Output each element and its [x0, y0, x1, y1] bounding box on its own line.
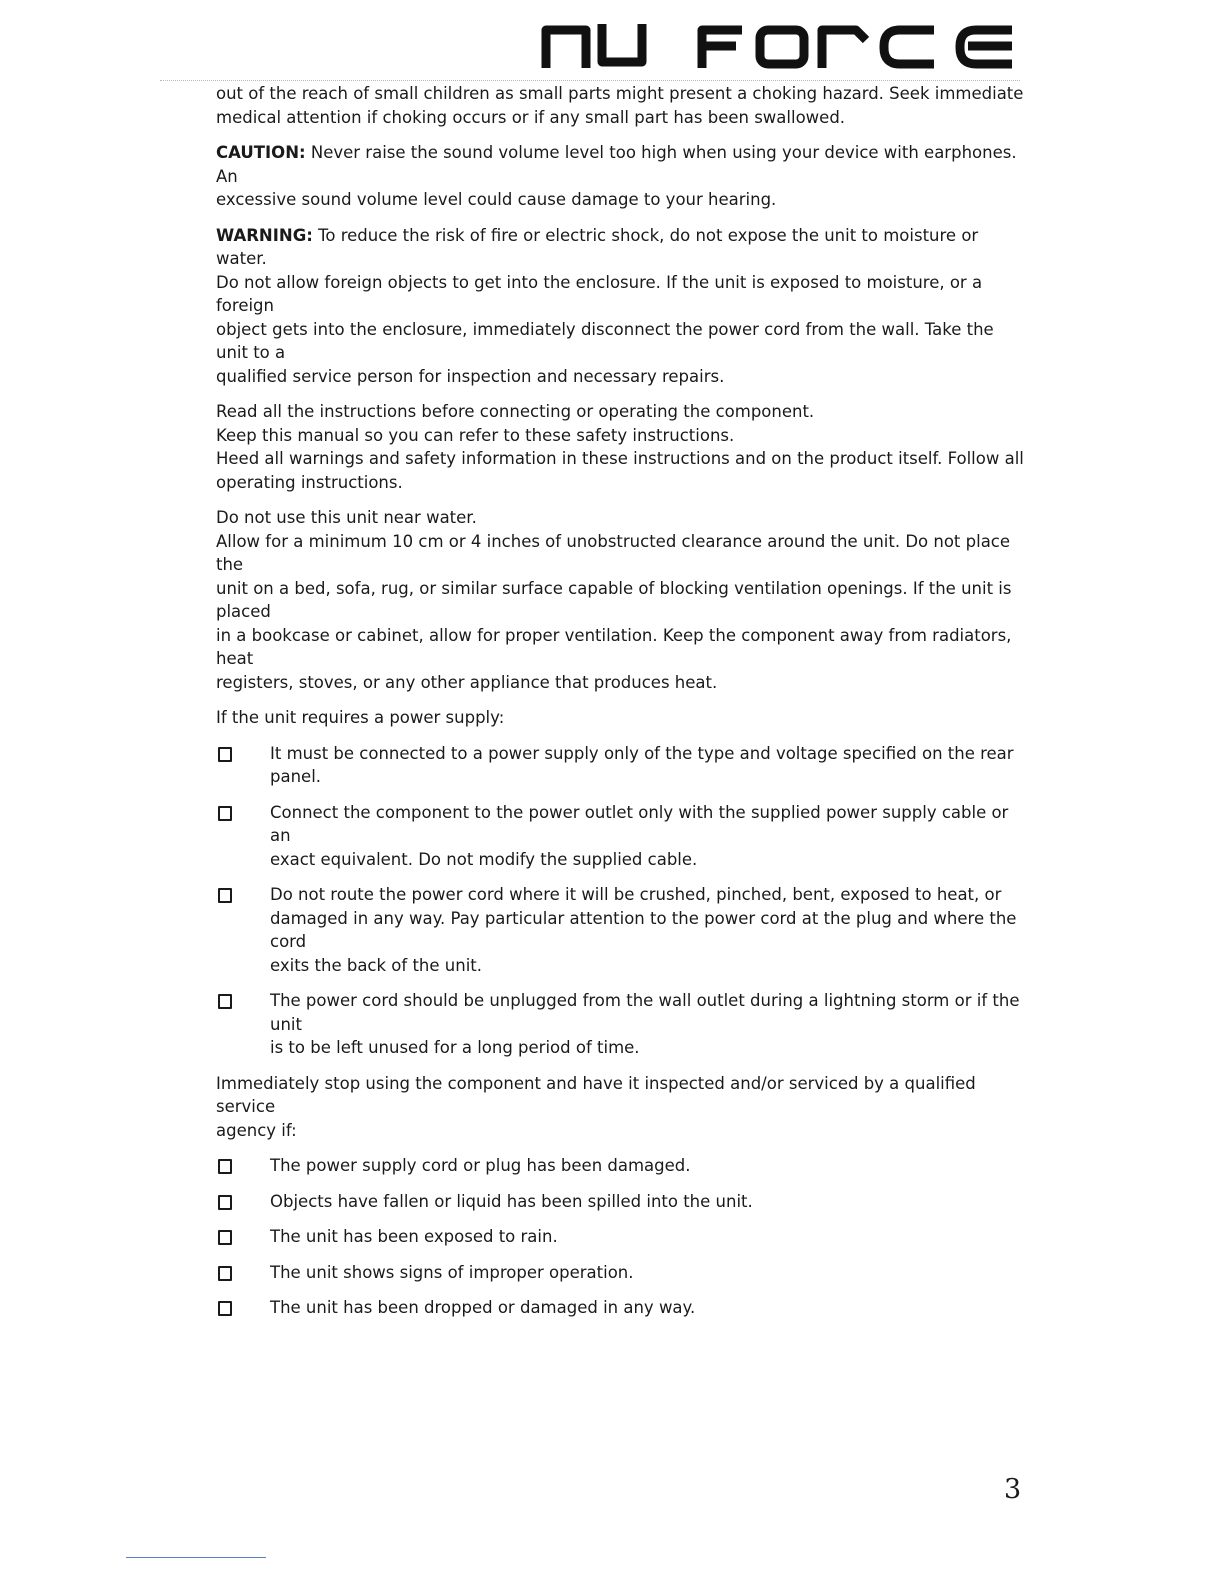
list-item: Do not route the power cord where it will be crushed, pinched, bent, exposed to heat, or damaged in any way. Pay particular attention to the power cord at the plug and where the cord exits the back of the unit.	[216, 883, 1028, 977]
header-divider	[160, 80, 1020, 81]
list-item: Objects have fallen or liquid has been spilled into the unit.	[216, 1190, 1028, 1214]
caution-label: CAUTION:	[216, 143, 306, 162]
warning-paragraph: WARNING: To reduce the risk of fire or electric shock, do not expose the unit to moisture or water. Do not allow foreign objects to get into the enclosure. If the unit is exposed to moisture, or a foreign object gets into the enclosure, immediately disconnect the power cord from the wall. Take the unit to a qualified service person for inspection and necessary repairs.	[216, 225, 994, 386]
checkbox-bullet-icon	[218, 1230, 232, 1245]
checkbox-bullet-icon	[218, 806, 232, 821]
list-item: Connect the component to the power outlet only with the supplied power supply cable or an exact equivalent. Do not modify the supplied cable.	[216, 801, 1028, 872]
list-item: It must be connected to a power supply only of the type and voltage specified on the rear panel.	[216, 742, 1028, 789]
caution-paragraph: CAUTION: Never raise the sound volume level too high when using your device with earphones. An excessive sound volume level could cause damage to your hearing.	[216, 143, 1017, 209]
list-item: The unit has been dropped or damaged in any way.	[216, 1296, 1028, 1320]
nuforce-logo	[538, 22, 1018, 70]
checkbox-bullet-icon	[218, 1159, 232, 1174]
warning-label: WARNING:	[216, 225, 313, 245]
list-item: The power supply cord or plug has been damaged.	[216, 1154, 1028, 1178]
power-supply-intro: If the unit requires a power supply:	[216, 708, 505, 727]
page-number: 3	[1004, 1474, 1022, 1505]
water-ventilation-paragraph: Do not use this unit near water. Allow for a minimum 10 cm or 4 inches of unobstructed clearance around the unit. Do not place the unit on a bed, sofa, rug, or similar surface capable of blocking ventilation openings. If the unit is placed in a bookcase or cabinet, allow for proper ventilation. Keep the component away from radiators, heat registers, stoves, or any other appliance that produces heat.	[216, 508, 1012, 692]
power-supply-list	[216, 742, 1028, 1060]
intro-paragraph: out of the reach of small children as small parts might present a choking hazard. Seek immediate medical attention if choking occurs or if any small part has been swallowed.	[216, 84, 1024, 127]
list-item: The unit has been exposed to rain.	[216, 1225, 1028, 1249]
stop-conditions-list	[216, 1154, 1028, 1320]
safety-content	[216, 82, 1028, 1332]
read-instructions-paragraph: Read all the instructions before connecting or operating the component. Keep this manual so you can refer to these safety instructions. Heed all warnings and safety information in these instructions and on the product itself. Follow all operating instructions.	[216, 402, 1024, 492]
nuforce-logo-graphic	[538, 22, 1018, 70]
checkbox-bullet-icon	[218, 888, 232, 903]
checkbox-bullet-icon	[218, 1301, 232, 1316]
list-item: The unit shows signs of improper operation.	[216, 1261, 1028, 1285]
checkbox-bullet-icon	[218, 747, 232, 762]
list-item: The power cord should be unplugged from the wall outlet during a lightning storm or if the unit is to be left unused for a long period of time.	[216, 989, 1028, 1060]
stop-using-paragraph: Immediately stop using the component and have it inspected and/or serviced by a qualified service agency if:	[216, 1073, 976, 1140]
footer-divider	[126, 1557, 266, 1558]
checkbox-bullet-icon	[218, 1266, 232, 1281]
checkbox-bullet-icon	[218, 1195, 232, 1210]
checkbox-bullet-icon	[218, 994, 232, 1009]
